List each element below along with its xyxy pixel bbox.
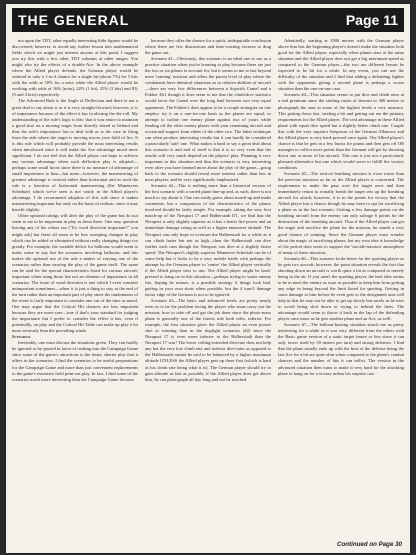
page-number: Page 11 xyxy=(345,12,398,28)
article-paragraph: Scenario #4—This situation seems to put dive and climb rates at a real premium since the strafing raster of descent to 300 meters to photograph the start at some of the highest levels a very measure. This getting down fast, strafing a bit and getting out are the primary requirements for the Allied player. The real advantage in these Allied plane with equal dive speed but a slightly better climb rate. Couple this with the very superior firepower of the German Albatross and the Allied player is very hard-pressed once again. The Allied player's chance is that he gets in a few bursts for points and then gets off OR manages to collect more points than the German will get by shooting down one or more of his aircraft. This one is just not a particularly pleasant alternative but one which would serve to fulfill the victory conditions. xyxy=(278,92,404,170)
article-paragraph: The Advanced Rule is the Angle of Deflection and there is not a great deal to say about it as it is very straight-forward; however, it is of importance because of the effect it has in altering the die roll. My understanding of the rule's logic is this: that it was easier to maintain a good shot on a moving target from directly ahead or behind and thus the rule's importance has to deal with as is the case in firing from the side where the target is moving across your field of fire. It is this rule which will probably provide the most interesting results when introduced since it will make the Ace advantage much more significant. I do not feel that the Allied player can hope to achieve any serious advantage when such deflection play is adopted—perhaps some small boost since there is no measure of advantage of small importance to him—but none—however, the maneuvering of greatest advantage is vertical rather than horizontal and as such the rule is a function of horizontal maneuvering (the Maneuvers Schedule) which we've seen is not vastly in the Allied player's advantage. I do recommend adoption of this rule since it makes maneuvering important but only on the basis of realism, since it may benefit slightly. xyxy=(12,98,138,213)
article-paragraph: Scenario #2—This is nothing more than a historical version of the first scenario with a varied plane line-up and, as such, there is not much to say about it. One can easily guess about match-up and make comments, but a comparison of the characteristics of the planes involved should be fairly simple. For example, taking the very first match-up of the Nieuport 17 and Halberstadt D1, we find that the Nieuport is only slightly superior as it has a better fire-power and an immediate damage rating as well as a higher maneuver attitude. The Nieuport can only hope to overturn the Halberstadt for a while as it can climb faster but not as high—then the Halberstadt can dive further each turn though the Nieuport can dive at a slightly faster speed. The Nieuport's slightly superior Maneuver Schedule can be of some help but it looks to be a very mobile battle with perhaps the attempt by the German player to 'center' the Allied player vertically if the Allied player tries to run. The Allied player might be hard-pressed to hang on in this situation—perhaps trying to waste enemy fire, hoping he misses, is a possible strategy if things look bad, getting in your own shots when possible, but the 4 turn/1 damage factor edge of the German is not to be ignored. xyxy=(145,183,271,297)
article-paragraph: Admittedly, starting at 3500 meters with the German player above him has the beginning player's doesn't make the situation look good for the Allied player, especially when planes start at the same situation and the Allied player does not get a big maximum-speed as compared to the German player—the two are different lesson be expected to be hit for a while. In any event, you can use the difficulty of the situation and I find that adding a defending fighter with the opponents giving a second plane is perhaps a worse situation than the one-on-one case. xyxy=(278,38,404,92)
article-paragraph: Scenario #5—The tactical bombing mission is even worse than the previous missions as far as the Allied player is concerned. The requirement to make the pass over the target once and then immediately return to actually bomb the target sets up the bombing aircraft for attack; however, it is in the points for victory that the Allied player has a chance though he may have to opt for sacrificing a plane as in the last scenario. Getting a few damage points on the bombing aircraft from the enemy can only salvage 6 points for the destruction of the bombing aircraft. Thus if the Allied player can get the target and sacrifice the plane for the mission, he stands a very good chance of winning. Since the German player must wonder about the magic of sacrificing planes, but my own idea is knowledge of the period does seem to support the 'suicide-mission' atmosphere of many of these missions. xyxy=(278,171,404,255)
article-paragraph: Scenario #3—The basic and advanced levels are pretty nearly even as to be the problem facing the player who must carry out the mission; how to take off and get the job done since the photo-mass plane is generally one of the fastest ride both roles, inferior. For example, the first situation gives the Allied player an even poorer shot at winning than in the dogfight scenarios (#2) since the Nieuport 17 is even more inferior to the Halberstadt than the Nieuport 17 was! The lower ceiling/extended dive/rate does not help any but the very low climb rate and inferior dive-rates as opposed to the Halberstadt cannot be said to be balanced by a higher maximum altitude UNLESS the Allied player gets up there first (which is hard as his climb rate being what it is). The German player should try to gain altitude as fast as possible, if the Allied player does get above him, he can photograph all day long and not be touched. xyxy=(145,298,271,382)
article-paragraph: Scenario #6—This scenario looks better for the sporting player as he gets two aircraft; however, the point situation reveals the fact that shooting down an aircraft is worth quite a bit as compared to merely being in the air. If you aren't the sporting player, the best idea seems to be to meet the enemy as soon as possible to keep him from getting any edge in being beyond the limit listed for spotting. Getting in some damage to him before he even gets to the designated area will help in that he may not be able to get up slowly but surely as he tries to avoid being shot down or trying to behind the lines. The advantage would seem to throw it back in the lap of the defending player once more as he gets another plane and an Ace, as well. xyxy=(278,255,404,322)
article-paragraph: Scenario #7—The balloon-busting situation struck me as pretty interesting for a while as it was very different from the others with the Basic game version of a static target (more or less since it can only lower itself by 50 meters per turn) and strong defenses. I find that the plane usually ends up with the best of the defense being the last Ace for a hit are quite slim when compared to the plane's combat chances and the number of hits it can inflict. The version in the advanced situation then turns to make it very hard for the attacking plane to hang on for a victory unless his surprise can xyxy=(278,322,404,376)
article-column-1 xyxy=(12,38,138,533)
article-paragraph: because they offer the chance for a quick, indisputable conclusion where there are few distractions and time-wasting excuses to drag the game out. xyxy=(145,38,271,56)
magazine-title: THE GENERAL xyxy=(18,12,130,28)
article-column-2 xyxy=(145,38,271,533)
article-column-3 xyxy=(278,38,404,533)
magazine-page xyxy=(6,4,410,553)
article-paragraph: Scenario #1—Obviously, this scenario is an ideal one to use as a practice situation when you're learning to play because there are just the two or six planes to account for, but it seems to me to last beyond mere 'training' sessions and offers the purest level of play where the combatants have identical situations as to relative abilities of aircraft—there are very few differences between a Sopwith Camel and a Fokker Dr1 though it does seem to me that the climb/dive statistics would favor the Camel over the long haul between two very equal opponents. The Fokker's does appear to be a couple strategies on one employ: try it on a one-for-one basis as the planes are equal; or attempt to isolate one enemy plane against two of yours while fending off the other enemy planes with your remaining aircraft and occasional support from either of the other two. The latter technique can often produce interesting results but it can hardly be considered a particularly 'safe' one. What makes it hard to say a great deal about this scenario is and and of itself is that it is so very even that the results will very much depend on the players' play. Planning is very important in this situation and thus the scenario is very interesting even after you have learned more about the play of the game—going back to the scenario should reveal more interest rather than less in most players, and be very significantly emphasized. xyxy=(145,56,271,183)
article-paragraph: Inevitably, one must discuss the situations given. They can hardly be ignored or by-passed in favor of rushing into the Campaign Game since some of the game's attractions is the faster, shorter play that it offers in the scenarios. I find the scenarios to be useful preparations for the Campaign Game and more than just convenient replacements to the game's extensive field print-out play. In fact, I find some of the scenarios much more interesting than the Campaign Game because xyxy=(12,340,138,382)
section-heading: Scenarios xyxy=(12,334,31,340)
continued-note: Continued on Page 30 xyxy=(337,541,402,548)
article-paragraph: not upon the TDT, other equally interesting little figures would be discovered; however, to avoid any further lesson into mathematical fields which we might just interest anyone at this point, I suggest you try this with a few other TDT columns at other ranges. You might also try the effects of a double-Ace. In the above example where the Allied player defends, the German player would be reduced to only a 1-in-4 chance for a single hit (about 7%) for 5 hits with the odds at 50% for a miss while the Allied player would be working with odds of 16% (miss), 42% (1 hit), 25% (3 hits) and 8% (5 and 4 hits) respectively. xyxy=(12,38,138,98)
article-body xyxy=(12,38,404,533)
page-header xyxy=(12,8,404,32)
article-paragraph: Other optional rulings will alter the play of the game but do not seem to me to be important in play as these three. One may question leaving any of the others out ("It's word direction important?" you might ask) but these all seem to be less sweeping changes in play which can be added or eliminated without really changing things too greatly. For example, the variable deficit for balloons would seem to make sense in any but the scenarios involving balloons, and this makes the optional use of the rule a matter of varying one of the scenarios rather than varying the play of the game itself. The same can be said for the special characteristics listed for various aircraft; important when using those but not an element of importance in all scenarios. The issue of wind direction is one which I even consider unimportant sometimes—when it is just a thing to stay at the end of the turn rather than an important part of play since the randomness of the event is fairly important to consider one out of the time as noted. One may argue that the Critical Hit chances are less important because they are more rare—true if that's your standard for judging the importance but I prefer to consider the effect it has, even if potentially, on play and the Critical Hit Table can make up play a lot more seriously than the prevailing winds. xyxy=(12,213,138,334)
